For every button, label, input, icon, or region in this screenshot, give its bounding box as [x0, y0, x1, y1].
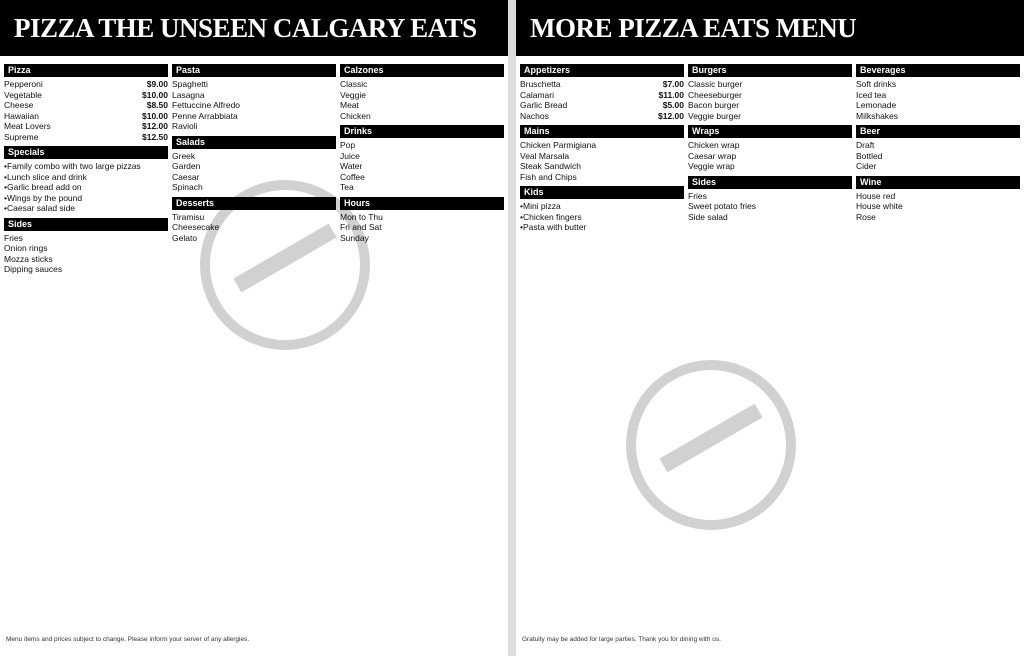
item-name: Cheese	[4, 100, 34, 110]
section-heading: Wraps	[688, 125, 852, 138]
menu-line: Rose	[856, 211, 876, 222]
item-price: $7.00	[662, 79, 684, 89]
menu-line: Mozza sticks	[4, 253, 53, 264]
section-heading: Burgers	[688, 64, 852, 77]
right-col-2	[688, 60, 852, 632]
item-price: $12.00	[658, 110, 684, 121]
menu-line: Lasagna	[172, 89, 205, 100]
menu-line: Tiramisu	[172, 211, 205, 222]
item-name: Vegetable	[4, 89, 42, 100]
menu-line: • Caesar salad side	[4, 203, 168, 214]
right-col-1	[520, 60, 684, 632]
item-price: $9.00	[146, 79, 168, 89]
menu-line: House white	[856, 201, 903, 211]
menu-line: Caesar wrap	[688, 150, 737, 161]
section-heading: Beer	[856, 125, 1020, 138]
item-name: Supreme	[4, 131, 39, 142]
section-heading: Drinks	[340, 125, 504, 138]
section-heading: Pizza	[4, 64, 168, 77]
left-col-2	[172, 60, 336, 632]
menu-line: Bottled	[856, 150, 883, 161]
section-heading: Sides	[688, 176, 852, 189]
right-footer-note: Gratuity may be added for large parties. Thank you for dining with us.	[522, 636, 721, 643]
item-name: Pepperoni	[4, 79, 43, 89]
left-col-1	[4, 60, 168, 632]
menu-line: Chicken	[340, 110, 371, 121]
item-name: Bruschetta	[520, 79, 561, 89]
menu-line: Chicken Parmigiana	[520, 140, 597, 150]
menu-line: Penne Arrabbiata	[172, 110, 238, 121]
menu-line: Ravioli	[172, 121, 198, 131]
item-price: $10.00	[142, 110, 168, 121]
menu-item	[4, 100, 168, 111]
menu-item	[4, 121, 168, 132]
section-heading: Pasta	[172, 64, 336, 77]
menu-line: Lemonade	[856, 100, 897, 110]
menu-line: Side salad	[688, 211, 728, 222]
menu-line: Fries	[688, 190, 707, 201]
left-footer-note: Menu items and prices subject to change. Please inform your server of any allergies.	[6, 636, 250, 643]
item-price: $12.50	[142, 131, 168, 142]
menu-line: Cheesecake	[172, 222, 220, 232]
section-heading: Hours	[340, 197, 504, 210]
menu-line: Veal Marsala	[520, 150, 570, 161]
item-price: $8.50	[146, 100, 168, 110]
menu-line: Sweet potato fries	[688, 201, 757, 211]
menu-line: Tea	[340, 182, 354, 192]
page-gutter	[508, 0, 516, 656]
right-page-title: MORE PIZZA EATS MENU	[516, 0, 1024, 56]
section-heading: Mains	[520, 125, 684, 138]
menu-line: Sunday	[340, 232, 369, 243]
menu-line: Caesar	[172, 171, 200, 182]
menu-line: Classic burger	[688, 79, 743, 89]
menu-line: Fri and Sat	[340, 222, 382, 232]
left-page-title: PIZZA THE UNSEEN CALGARY EATS	[0, 0, 508, 56]
menu-line: Juice	[340, 150, 360, 161]
menu-line: Milkshakes	[856, 110, 899, 121]
menu-line: • Pasta with butter	[520, 222, 684, 233]
menu-line: • Wings by the pound	[4, 193, 168, 204]
left-columns	[4, 60, 504, 632]
section-heading: Specials	[4, 146, 168, 159]
menu-line: • Mini pizza	[520, 201, 684, 212]
menu-item	[4, 79, 168, 90]
menu-line: Fries	[4, 232, 23, 243]
menu-line: • Garlic bread add on	[4, 182, 168, 193]
menu-line: Onion rings	[4, 243, 48, 253]
menu-line: Mon to Thu	[340, 211, 383, 222]
section-heading: Sides	[4, 218, 168, 231]
right-col-3	[856, 60, 1020, 632]
menu-line: Steak Sandwich	[520, 161, 581, 171]
item-name: Calamari	[520, 89, 555, 100]
menu-line: Draft	[856, 140, 875, 150]
menu-line: Spinach	[172, 182, 203, 192]
menu-line: Cider	[856, 161, 877, 171]
menu-line: Greek	[172, 150, 196, 161]
item-price: $12.00	[142, 121, 168, 131]
right-menu-page	[516, 0, 1024, 656]
menu-line: • Family combo with two large pizzas	[4, 161, 168, 172]
menu-line: Veggie	[340, 89, 366, 100]
section-heading: Salads	[172, 136, 336, 149]
menu-line: Veggie wrap	[688, 161, 735, 171]
item-price: $11.00	[658, 89, 684, 100]
menu-line: Classic	[340, 79, 368, 89]
left-menu-page	[0, 0, 508, 656]
item-name: Nachos	[520, 110, 549, 121]
item-price: $5.00	[662, 100, 684, 110]
section-heading: Wine	[856, 176, 1020, 189]
left-col-3	[340, 60, 504, 632]
menu-line: Dipping sauces	[4, 264, 63, 274]
item-price: $10.00	[142, 89, 168, 100]
menu-line: Pop	[340, 140, 356, 150]
menu-line: Bacon burger	[688, 100, 740, 110]
menu-item	[520, 100, 684, 111]
section-heading: Kids	[520, 186, 684, 199]
menu-line: Meat	[340, 100, 359, 110]
menu-item	[4, 132, 168, 143]
menu-line: • Chicken fingers	[520, 212, 684, 223]
menu-line: Chicken wrap	[688, 140, 740, 150]
menu-line: House red	[856, 190, 896, 201]
item-name: Hawaiian	[4, 110, 39, 121]
section-heading: Appetizers	[520, 64, 684, 77]
menu-line: Gelato	[172, 232, 198, 243]
menu-item	[4, 90, 168, 101]
menu-item	[520, 79, 684, 90]
menu-line: Fish and Chips	[520, 171, 577, 182]
menu-line: • Lunch slice and drink	[4, 172, 168, 183]
menu-line: Veggie burger	[688, 110, 741, 121]
menu-line: Coffee	[340, 171, 365, 182]
section-heading: Beverages	[856, 64, 1020, 77]
menu-line: Iced tea	[856, 89, 887, 100]
menu-line: Water	[340, 161, 363, 171]
menu-line: Fettuccine Alfredo	[172, 100, 241, 110]
menu-line: Spaghetti	[172, 79, 208, 89]
menu-line: Soft drinks	[856, 79, 897, 89]
item-name: Meat Lovers	[4, 121, 51, 131]
menu-item	[4, 111, 168, 122]
menu-line: Garden	[172, 161, 201, 171]
menu-item	[520, 90, 684, 101]
section-heading: Calzones	[340, 64, 504, 77]
menu-item	[520, 111, 684, 122]
menu-line: Cheeseburger	[688, 89, 742, 100]
item-name: Garlic Bread	[520, 100, 568, 110]
section-heading: Desserts	[172, 197, 336, 210]
right-columns	[520, 60, 1020, 632]
